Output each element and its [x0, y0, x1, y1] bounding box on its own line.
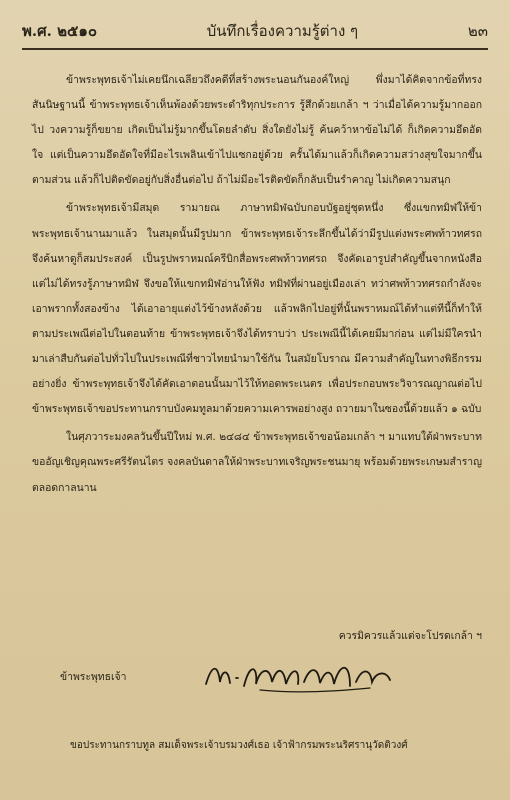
- header-title: บันทึกเรื่องความรู้ต่าง ๆ: [206, 22, 359, 40]
- signature-block: [60, 652, 470, 700]
- page-number: ๒๓: [467, 22, 488, 40]
- running-header: [22, 18, 488, 44]
- closing-formula: ควรมิควรแล้วแต่จะโปรดเกล้า ฯ: [338, 630, 482, 642]
- paragraph-2: ข้าพระพุทธเจ้ามีสมุด รามายณ ภาษาทมิฬฉบับกอบบัฐอยู่ชุดหนึ่ง ซึ่งแขกทมิฬให้ข้าพระพุทธเจ้านานมาแล้ว ในสมุดนั้นมีรูปมาก ข้าพระพุทธเจ้าระลึกขึ้นได้ว่ามีรูปแต่งพระศพท้าวทศรถ จึงค้นหาดูก็สมประสงค์ เป็นรูปพราหมณ์ครีบิกสื่อพระศพท้าวทศรถ จึงคัดเอารูปสำคัญขึ้นจากหนังสือ แต่ไม่ได้ทรงรู้ภาษาทมิฬ จึงขอให้แขกทมิฬอ่านให้ฟัง ทมิฬที่ผ่านอยู่เมืองเล่า ทว่าศพท้าวทศรถกำลังจะเอาพรากทั้งสองข้าง ได้เอาอายุแต่งไว้ข้างหลังด้วย แล้วพลิกไปอยู่ที่นั้นพราหมณ์ได้ทำแต่ทีนี้ก็ทำให้ตามประเพณีต่อไปในตอนท้าย ข้าพระพุทธเจ้าจึงได้ทราบว่า ประเพณีนี้ได้เคยมีมาก่อน แต่ไม่มีใครนำมาเล่าสืบกันต่อไปทั่วไปในประเพณีที่ชาวไทยนำมาใช้กัน ในสมัยโบราณ มีความสำคัญในทางพิธีกรรมอย่างยิ่ง ข้าพระพุทธเจ้าจึงได้คัดเอาตอนนั้นมาไว้ให้ทอดพระเนตร เพื่อประกอบพระวิจารณญาณต่อไป ข้าพระพุทธเจ้าขอประทานกราบบังคมทูลมาด้วยความเคารพอย่างสูง ถวายมาในซองนี้ด้วยแล้ว ๑ ฉบับ: [32, 202, 482, 416]
- header-rule: [22, 48, 488, 50]
- paragraph-3: ในศุภวาระมงคลวันขึ้นปีใหม่ พ.ศ. ๒๔๘๔ ข้าพระพุทธเจ้าขอน้อมเกล้า ฯ มาแทบใต้ฝ่าพระบาท ขออัญเชิญคุณพระศรีรัตนไตร จงคลบันดาลให้ฝ่าพระบาทเจริญพระชนมายุ พร้อมด้วยพระเกษมสำราญ ตลอดกาลนาน: [32, 431, 482, 494]
- paragraph-1: ข้าพระพุทธเจ้าไม่เคยนึกเฉลียวถึงคดีที่สร้างพระนอนกันองค์ใหญ่ พึ่งมาได้คิดจากข้อที่ทรงสันนิษฐานนี้ ข้าพระพุทธเจ้าเห็นพ้องด้วยพระดำริทุกประการ รู้สึกด้วยเกล้า ฯ ว่าเมื่อได้ความรู้มากออกไป วงความรู้ก็ขยาย เกิดเป็นไม่รู้มากขึ้นโดยลำดับ สิ่งใดยังไม่รู้ ค้นคว้าหาข้อไม่ได้ ก็เกิดความอึดอัดใจ แต่เป็นความอึดอัดใจที่มีอะไรเพลินเข้าไปแซกอยู่ด้วย ครั้นได้มาแล้วก็เกิดความสว่างสุขใจมากขึ้นตามส่วน แล้วก็ไปติดขัดอยู่กับสิ่งอื่นต่อไป ถ้าไม่มีอะไรติดขัดก็กลับเป็นรำคาญ ไม่เกิดความสนุก: [32, 74, 482, 187]
- footnote: ขอประทานกราบทูล สมเด็จพระเจ้าบรมวงศ์เธอ เจ้าฟ้ากรมพระนริศรานุวัดติวงศ์: [70, 740, 408, 751]
- handwritten-signature: [200, 656, 400, 696]
- header-year: พ.ศ. ๒๕๑๐: [22, 22, 97, 40]
- letter-body: [32, 68, 482, 501]
- signature-label: ข้าพระพุทธเจ้า: [60, 670, 127, 683]
